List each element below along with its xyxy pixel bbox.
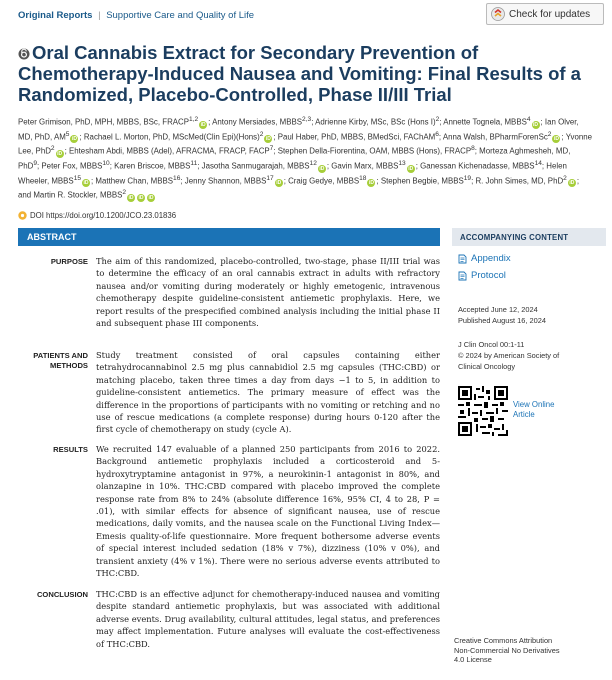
view-online-line1: View Online — [513, 400, 555, 409]
check-for-updates-button[interactable] — [486, 3, 604, 25]
author-name[interactable]: ; Ehtesham Abdi, MBBS (Adel), AFRACMA, FRACP, FACP — [64, 146, 270, 156]
affiliation-ref: 7 — [269, 145, 274, 153]
journal-citation — [458, 339, 604, 372]
orcid-icon[interactable]: iD — [83, 180, 89, 187]
published-date: Published August 16, 2024 — [458, 316, 546, 325]
author-name[interactable]: ; Craig Gedye, MBBS — [283, 176, 360, 186]
author-name[interactable]: Peter Grimison, PhD, MPH, MBBS, BSc, FRACP — [18, 117, 190, 127]
check-updates-icon — [491, 7, 505, 21]
author-name[interactable]: ; Anna Walsh, BPharmForenSc — [438, 132, 548, 142]
license-line2: Non-Commercial No Derivatives — [454, 645, 560, 655]
accompanying-content-sidebar — [452, 228, 606, 419]
author-name[interactable]: ; Matthew Chan, MBBS — [91, 176, 174, 186]
protocol-link[interactable] — [458, 270, 506, 281]
abstract-section — [18, 228, 440, 676]
orcid-icon[interactable]: iD — [569, 180, 575, 187]
affiliation-ref: 10 — [102, 159, 110, 167]
check-updates-label: Check for updates — [509, 8, 591, 20]
orcid-icon[interactable]: iD — [533, 121, 539, 128]
open-access-icon — [18, 48, 30, 60]
affiliation-ref: 2 — [259, 130, 264, 138]
doi-icon — [18, 211, 27, 220]
appendix-link[interactable] — [458, 253, 511, 264]
license-line1: Creative Commons Attribution — [454, 636, 553, 645]
author-name[interactable]: ; Ganessan Kichenadasse, MBBS — [415, 161, 535, 171]
affiliation-ref: 16 — [173, 174, 181, 182]
conclusion-label: CONCLUSION — [36, 590, 88, 599]
subsection-label[interactable]: Supportive Care and Quality of Life — [106, 10, 255, 21]
results-text: We recruited 147 evaluable of a planned 250 participants from 2016 to 2022. Background antiemetic prophylaxis included a corticosteroid and 5-hydroxytryptamine antagonist in 97%, a neurokinin-1 antagonist in 80%, and olanzapine in 10%. THC:CBD compared with placebo improved the complete response rate from 8% to 24% (absolute difference 16%, 95% CI, 4 to 28, P = .01), with similar effects for absence of significant nausea, use of rescue medications, daily vomits, and the nausea scale on the Functional Living Index—Emesis quality-of-life questionnaire. More frequent bothersome adverse events of special interest included sedation (18% v 7%), dizziness (10% v 0%), and transient anxiety (4% v 1%). There were no serious adverse events attributed to THC:CBD. — [96, 444, 440, 579]
publication-dates — [458, 304, 546, 326]
affiliation-ref: 2 — [435, 116, 440, 123]
affiliation-ref: 4 — [526, 116, 531, 123]
affiliation-ref: 17 — [266, 174, 274, 182]
sidebar-heading: ACCOMPANYING CONTENT — [452, 228, 606, 246]
affiliation-ref: 2,3 — [302, 116, 312, 123]
affiliation-ref: 6 — [435, 130, 439, 138]
protocol-label: Protocol — [471, 270, 506, 281]
orcid-icon[interactable]: iD — [128, 194, 134, 201]
journal-reference: J Clin Oncol 00:1-11 — [458, 340, 525, 349]
orcid-icon[interactable]: iD — [57, 150, 63, 157]
orcid-icon[interactable]: iD — [408, 165, 414, 172]
author-name[interactable]: ; Antony Mersiades, MBBS — [208, 117, 303, 127]
section-label[interactable]: Original Reports — [18, 10, 93, 21]
methods-text: Study treatment consisted of oral capsules containing either tetrahydrocannabinol 2.5 mg plus cannabidiol 2.5 mg capsules (THC:CBD) or matching placebo, taken three times a day from days −1 to 5, in addition to guideline-consistent antiemetics. The primary measure of effect was the difference in the proportions of participants with no vomiting or retching and no use of rescue medications (a complete response) during hours 0-120 after the first cycle of chemotherapy on study (cycle A). — [96, 350, 440, 435]
affiliation-ref: 18 — [359, 174, 367, 182]
orcid-icon[interactable]: iD — [138, 194, 144, 201]
author-list — [18, 114, 593, 202]
orcid-icon[interactable]: iD — [276, 180, 282, 187]
appendix-icon — [458, 254, 467, 264]
affiliation-ref: 9 — [33, 159, 38, 167]
appendix-label: Appendix — [471, 253, 511, 264]
affiliation-ref: 13 — [398, 159, 406, 167]
methods-label-line1: PATIENTS AND — [33, 351, 88, 360]
author-name[interactable]: ; R. John Simes, MD, PhD — [471, 176, 564, 186]
affiliation-ref: 2 — [547, 130, 552, 138]
qr-code-icon[interactable] — [458, 386, 508, 436]
orcid-icon[interactable]: iD — [200, 121, 206, 128]
author-name[interactable]: ; Karen Briscoe, MBBS — [109, 161, 191, 171]
orcid-icon[interactable]: iD — [553, 136, 559, 143]
section-separator: | — [98, 10, 101, 21]
author-name[interactable]: ; Peter Fox, MBBS — [37, 161, 103, 171]
affiliation-ref: 5 — [65, 130, 70, 138]
affiliation-ref: 1,2 — [189, 116, 199, 123]
license-line3: 4.0 License — [454, 655, 492, 665]
author-name[interactable]: ; Gavin Marx, MBBS — [326, 161, 399, 171]
author-name[interactable]: ; Jasotha Sanmugarajah, MBBS — [197, 161, 310, 171]
methods-label — [18, 351, 88, 371]
methods-label-line2: METHODS — [50, 361, 88, 370]
author-name[interactable]: ; Morteza Aghmesheh, MD, PhD — [18, 146, 571, 171]
purpose-label: PURPOSE — [50, 257, 88, 266]
affiliation-ref: 12 — [309, 159, 317, 167]
author-name[interactable]: ; and Martin R. Stockler, MBBS — [18, 176, 580, 200]
affiliation-ref: 11 — [190, 159, 198, 167]
article-title — [18, 42, 608, 105]
affiliation-ref: 19 — [463, 174, 472, 182]
orcid-icon[interactable]: iD — [265, 136, 271, 143]
doi-link[interactable]: DOI https://doi.org/10.1200/JCO.23.01836 — [30, 211, 177, 220]
copyright-holder: Clinical Oncology — [458, 362, 516, 371]
affiliation-ref: 2 — [122, 189, 127, 197]
orcid-icon[interactable]: iD — [368, 180, 374, 187]
affiliation-ref: 8 — [471, 145, 475, 153]
accepted-date: Accepted June 12, 2024 — [458, 305, 538, 314]
section-header — [18, 10, 254, 21]
copyright-line: © 2024 by American Society of — [458, 351, 560, 360]
orcid-icon[interactable]: iD — [319, 165, 325, 172]
author-name[interactable]: ; Jenny Shannon, MBBS — [180, 176, 267, 186]
abstract-heading: ABSTRACT — [18, 228, 440, 246]
view-online-line2: Article — [513, 410, 535, 419]
doi-line — [18, 211, 176, 220]
author-name[interactable]: ; Ian Olver, MD, PhD, AM — [18, 117, 579, 142]
author-name[interactable]: ; Stephen Della-Fiorentina, OAM, MBBS (Hons), FRACP — [273, 146, 472, 156]
license-note[interactable] — [454, 636, 604, 665]
affiliation-ref: 14 — [534, 159, 542, 167]
orcid-icon[interactable]: iD — [148, 194, 154, 201]
author-name[interactable]: ; Adrienne Kirby, MSc, BSc (Hons I) — [311, 117, 436, 127]
protocol-icon — [458, 271, 467, 281]
author-name[interactable]: ; Rachael L. Morton, PhD, MScMed(Clin Epi)(Hons) — [79, 132, 260, 142]
results-label: RESULTS — [53, 445, 88, 454]
affiliation-ref: 2 — [50, 145, 55, 153]
author-name[interactable]: ; Stephen Begbie, MBBS — [376, 176, 464, 186]
author-name[interactable]: ; Helen Wheeler, MBBS — [18, 161, 567, 186]
orcid-icon[interactable]: iD — [71, 136, 77, 143]
author-name[interactable]: ; Paul Haber, PhD, MBBS, BMedSci, FAChAM — [273, 132, 436, 142]
author-name[interactable]: ; Yvonne Lee, PhD — [18, 132, 593, 156]
article-title-text: Oral Cannabis Extract for Secondary Prevention of Chemotherapy-Induced Nausea and Vomiting: Final Results of a Randomized, Placebo-Controlled, Phase II/III Trial — [18, 42, 581, 105]
author-name[interactable]: ; Annette Tognela, MBBS — [439, 117, 527, 127]
conclusion-text: THC:CBD is an effective adjunct for chemotherapy-induced nausea and vomiting despite standard antiemetic prophylaxis, but was associated with additional adverse events. Drug availability, cultural attitudes, legal status, and preferences may affect implementation. Future analyses will evaluate the cost-effectiveness of THC:CBD. — [96, 589, 440, 649]
purpose-text: The aim of this randomized, placebo-controlled, two-stage, phase II/III trial was to determine the efficacy of an oral cannabis extract in adults with refractory nausea and/or vomiting during moderately or highly emetogenic, intravenous chemotherapy despite guideline-consistent antiemetic prophylaxis. Here, we report results of the prespecified combined analysis including the initial phase II and subsequent phase III components. — [96, 256, 440, 329]
affiliation-ref: 15 — [73, 174, 82, 182]
view-online-link[interactable] — [513, 400, 554, 420]
affiliation-ref: 2 — [563, 174, 567, 182]
